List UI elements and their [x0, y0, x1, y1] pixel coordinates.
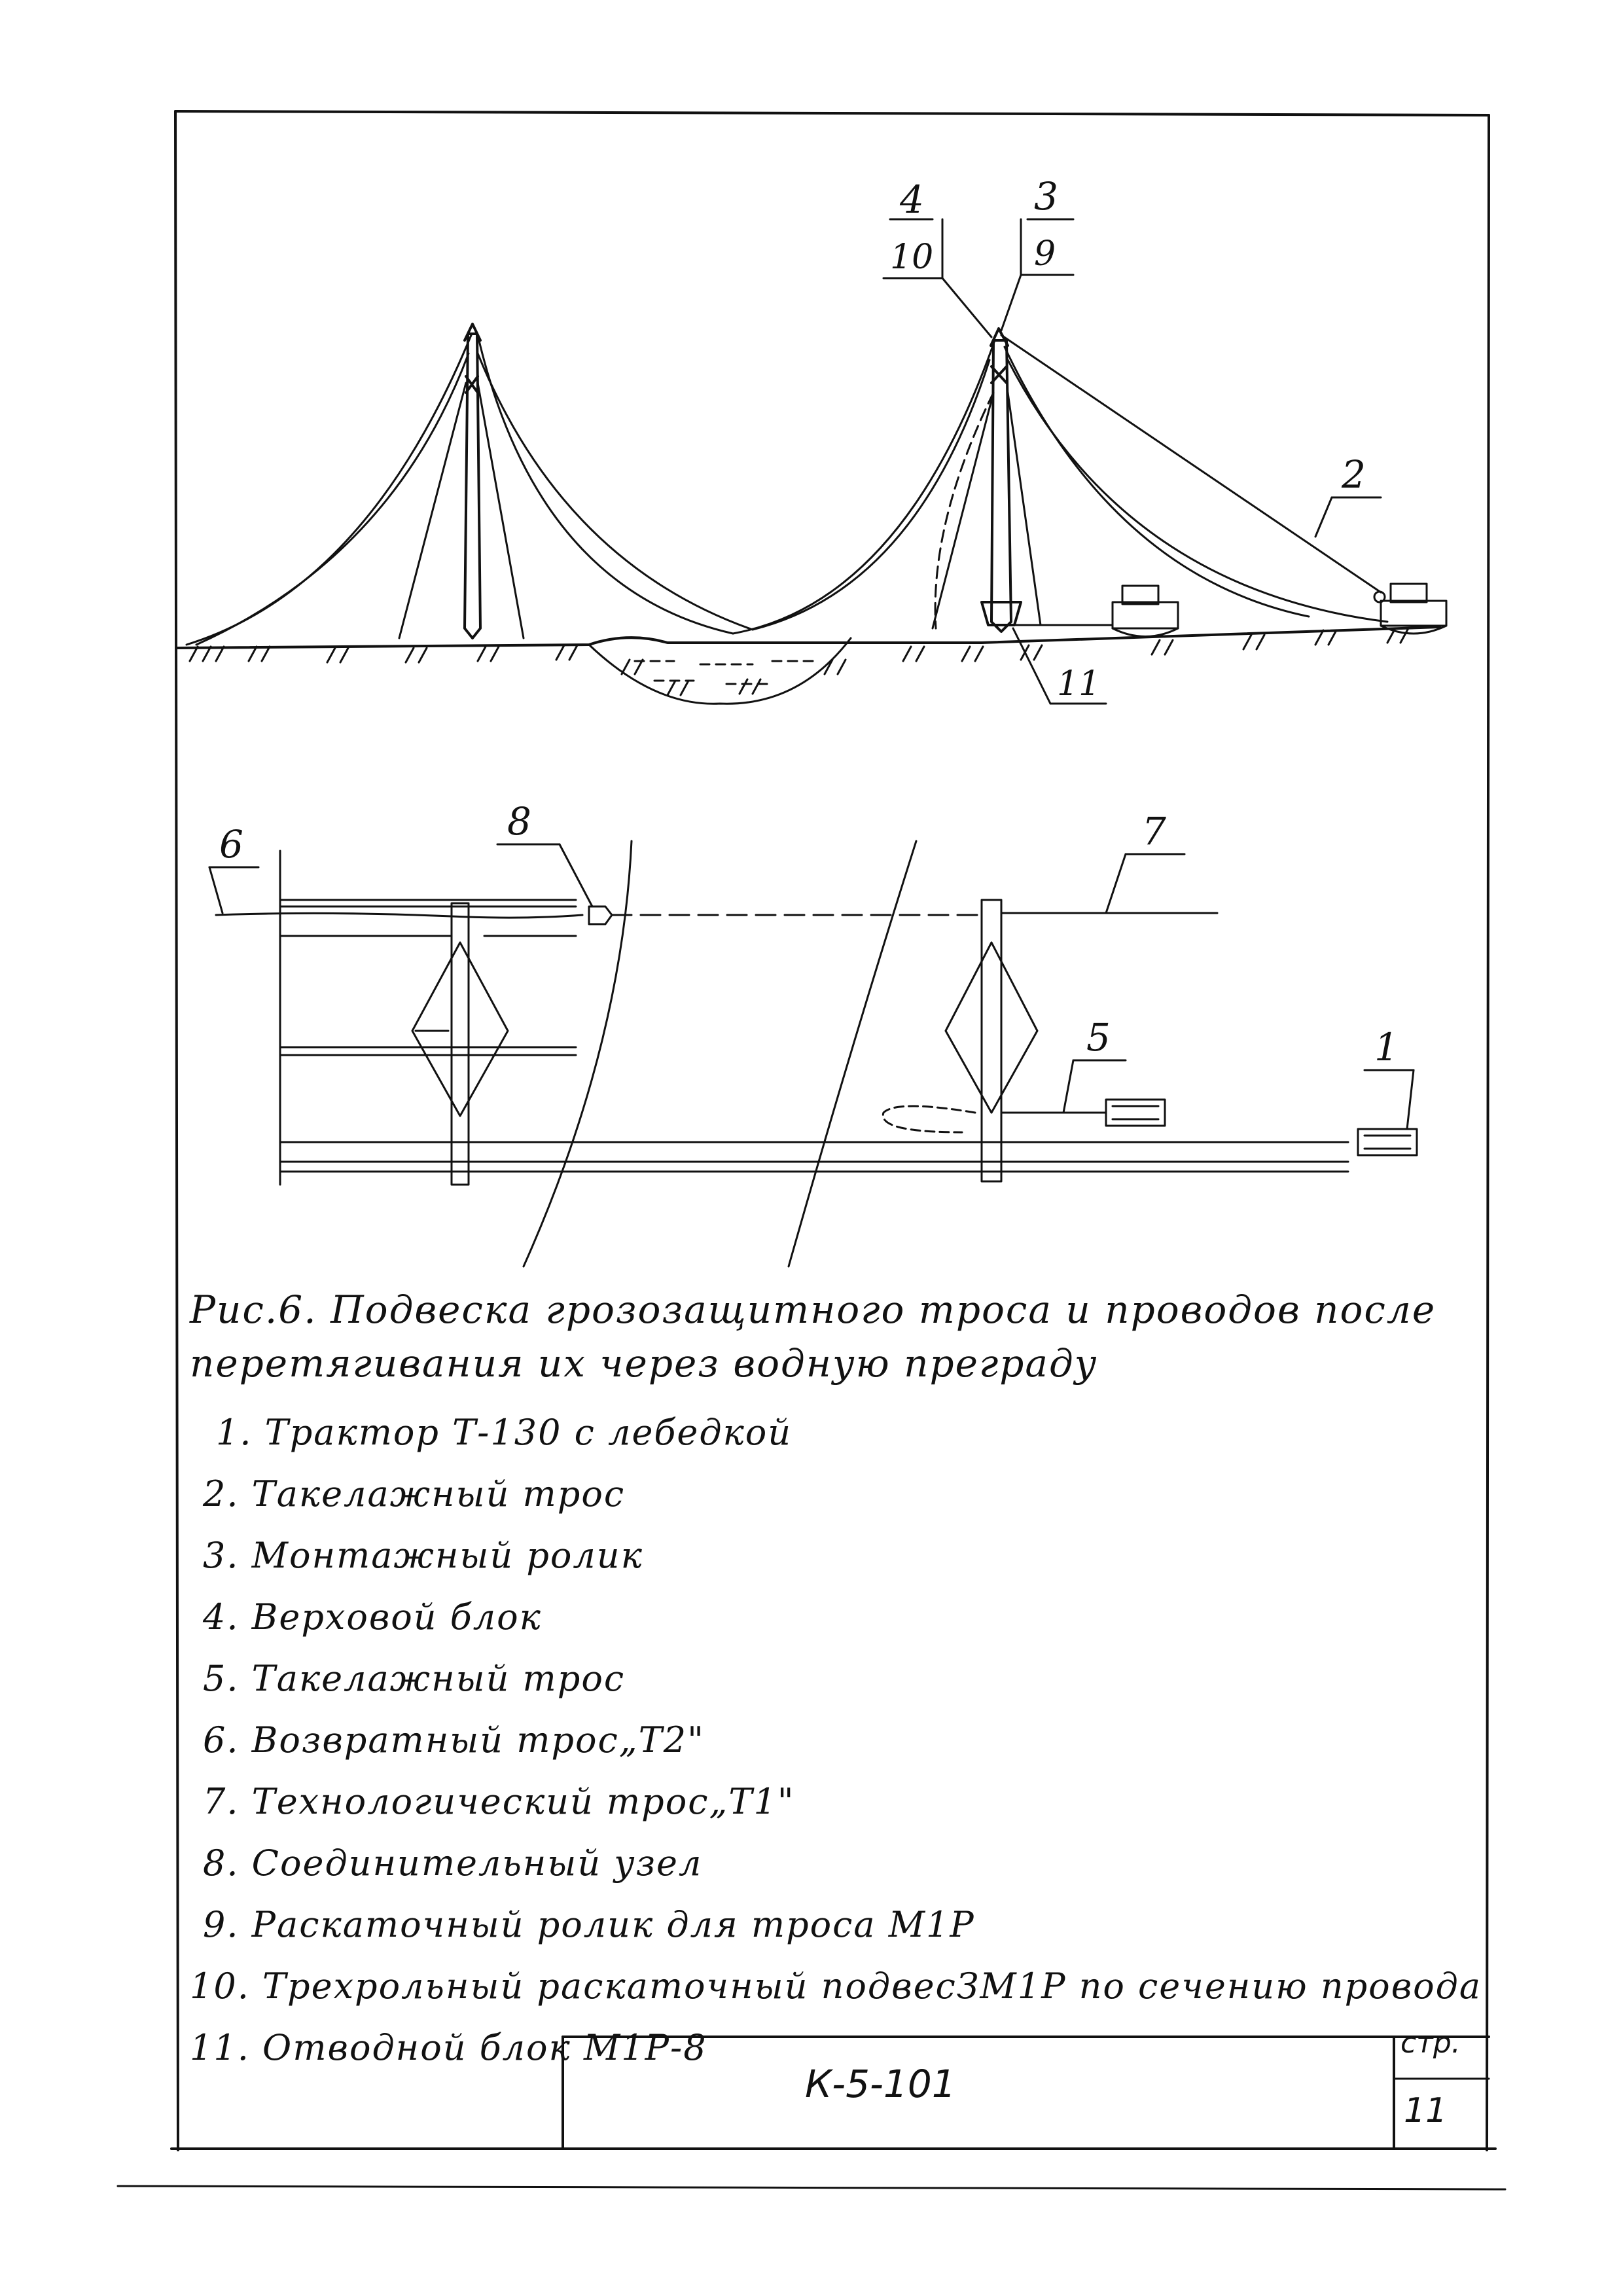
legend-item: 10. Трехрольный раскаточный подвесЗМ1Р по сечению провода — [190, 1965, 1482, 2007]
legend-item: 1. Трактор Т-130 с лебедкой — [216, 1412, 793, 1453]
tractor-plan-icon-far — [1358, 1129, 1417, 1155]
legend-item: 5. Такелажный трос — [203, 1658, 626, 1699]
legend-item: 7. Технологический трос„Т1" — [203, 1781, 795, 1822]
legend-list — [190, 1402, 1486, 2079]
legend-item: 8. Соединительный узел — [203, 1842, 703, 1884]
callout-2: 2 — [1342, 452, 1366, 497]
callout-10: 10 — [890, 238, 934, 277]
return-cable-t2 — [216, 913, 582, 918]
caption-title-line-2: перетягивания их через водную преграду — [190, 1341, 1098, 1386]
legend-item: 11. Отводной блок М1Р-8 — [190, 2027, 707, 2068]
plan-callouts — [209, 799, 1414, 1129]
callout-1: 1 — [1374, 1025, 1399, 1069]
legend-item: 2. Такелажный трос — [203, 1473, 626, 1515]
callout-3: 3 — [1034, 174, 1058, 219]
legend-item: 9. Раскаточный ролик для троса М1Р — [203, 1904, 975, 1945]
left-tower — [465, 324, 480, 638]
callout-5: 5 — [1086, 1015, 1111, 1060]
plan-view — [216, 841, 1417, 1266]
caption-title-line-1: Рис.6. Подвеска грозозащитного троса и проводов после — [190, 1287, 1436, 1332]
figure-caption — [190, 1283, 1486, 2079]
tractor-plan-icon — [1106, 1100, 1165, 1126]
legend-item: 3. Монтажный ролик — [203, 1535, 643, 1576]
left-span-wires — [187, 335, 995, 645]
callout-8: 8 — [507, 799, 531, 844]
tractor-winch-icon — [1374, 584, 1446, 634]
right-span-wires — [933, 335, 1387, 628]
callout-11: 11 — [1057, 664, 1101, 704]
tractor-icon — [1113, 586, 1178, 637]
water-body — [589, 638, 851, 704]
right-tower-plan — [946, 900, 1037, 1181]
document-code: К-5-101 — [805, 2062, 956, 2106]
callout-7: 7 — [1142, 809, 1166, 853]
page-label: стр. — [1400, 2026, 1461, 2060]
connection-node — [589, 906, 612, 924]
slack-loop — [883, 1106, 975, 1132]
legend-item: 6. Возвратный трос„Т2" — [203, 1719, 705, 1761]
callout-6: 6 — [219, 822, 243, 867]
callout-9: 9 — [1034, 234, 1056, 274]
legend-item: 4. Верховой блок — [203, 1596, 542, 1638]
elevation-view — [177, 324, 1446, 704]
callout-4: 4 — [900, 177, 924, 222]
page-number: 11 — [1404, 2091, 1448, 2130]
